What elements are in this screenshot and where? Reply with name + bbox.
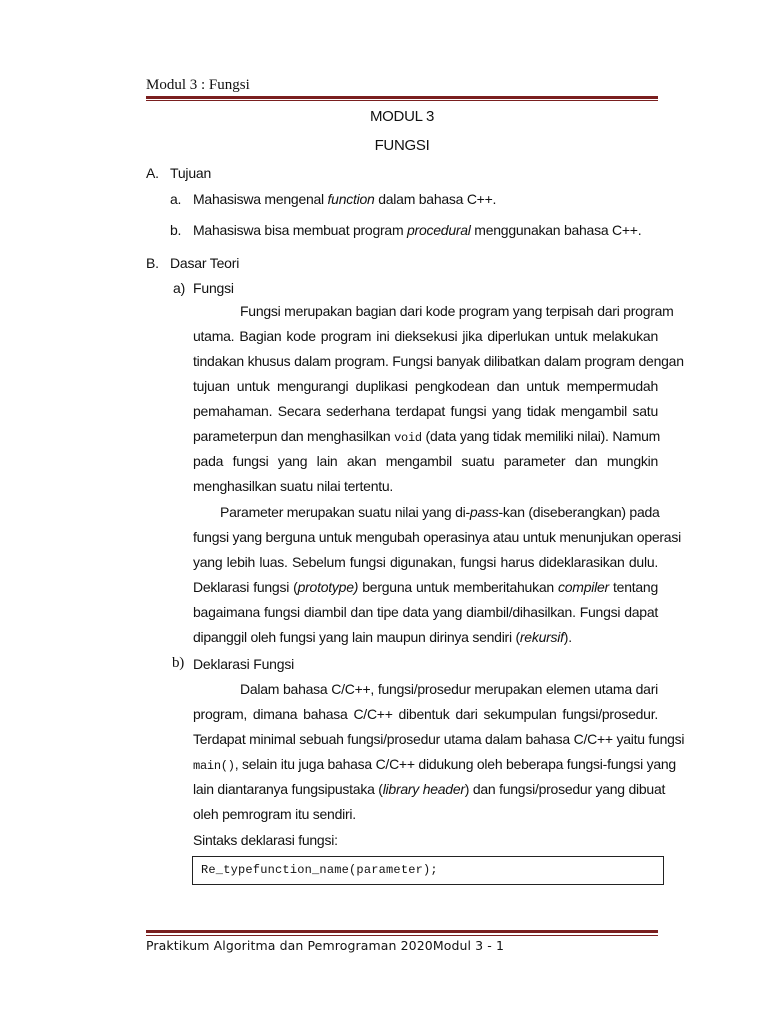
subsection-a-label: a) xyxy=(173,280,186,296)
deklarasi-paragraph: Dalam bahasa C/C++, fungsi/prosedur merupakan elemen utama dari program, dimana bahasa C/C++ dibentuk dari sekumpulan fungsi/prosedur. Terdapat minimal sebuah fungsi/prosedur utama dalam bahasa C/C++ yaitu fungsi main(), selain itu juga bahasa C/C++ didukung oleh beberapa fungsi-fungsi yang lain diantaranya fungsipustaka (library header) dan fungsi/prosedur yang dibuat oleh pemrogram itu sendiri. xyxy=(193,681,685,822)
page-number: Modul 3 - 1 xyxy=(432,938,505,953)
objective-b-text: Mahasiswa bisa membuat program procedural menggunakan bahasa C++. xyxy=(193,222,642,238)
subsection-b-label: b) xyxy=(172,655,185,671)
paragraph-line-void: parameterpun dan menghasilkan void (data yang tidak memiliki nilai). Namum xyxy=(193,428,661,445)
subsection-a-title: Fungsi xyxy=(193,280,234,296)
inline-code-void: void xyxy=(394,431,422,445)
running-header: Modul 3 : Fungsi xyxy=(146,77,250,93)
footer-rule-thick xyxy=(146,930,658,933)
header-rule-thin xyxy=(146,100,658,101)
running-footer xyxy=(146,938,504,953)
section-b-label: B. xyxy=(146,255,159,271)
section-a-label: A. xyxy=(146,165,159,181)
fungsi-paragraph-2: Parameter merupakan suatu nilai yang di-pass-kan (diseberangkan) pada fungsi yang berguna untuk mengubah operasinya atau untuk menunjukan operasi yang lebih luas. Sebelum fungsi digunakan, fungsi harus dideklarasikan dulu. Deklarasi fungsi (prototype) berguna untuk memberitahukan compiler tentang bagaimana fungsi diambil dan tipe data yang diambil/dihasilkan. Fungsi dapat dipanggil oleh fungsi yang lain maupun dirinya sendiri (rekursif). xyxy=(193,504,681,645)
header-rule-thick xyxy=(146,96,658,99)
chapter-title: FUNGSI xyxy=(374,137,430,154)
syntax-label: Sintaks deklarasi fungsi: xyxy=(193,832,338,848)
footer-rule-thin xyxy=(146,935,658,936)
section-b-title: Dasar Teori xyxy=(170,255,240,271)
objective-a-text: Mahasiswa mengenal function dalam bahasa C++. xyxy=(193,191,497,207)
subsection-b-title: Deklarasi Fungsi xyxy=(193,656,295,672)
module-title: MODUL 3 xyxy=(369,108,435,125)
section-a-title: Tujuan xyxy=(170,165,212,181)
fungsi-paragraph-1: Fungsi merupakan bagian dari kode program yang terpisah dari program utama. Bagian kode program ini dieksekusi jika diperlukan untuk melakukan tindakan khusus dalam program. Fungsi banyak dilibatkan dalam program dengan tujuan untuk mengurangi duplikasi pengkodean dan untuk mempermudah pemahaman. Secara sederhana terdapat fungsi yang tidak mengambil satu parameterpun dan menghasilkan void (data yang tidak memiliki nilai). Namum pada fungsi yang lain akan mengambil suatu parameter dan mungkin menghasilkan suatu nilai tertentu. xyxy=(193,303,684,494)
objective-a-marker: a. xyxy=(170,191,182,207)
footer-course: Praktikum Algoritma dan Pemrograman 2020 xyxy=(146,938,433,953)
syntax-code: Re_typefunction_name(parameter); xyxy=(201,863,438,877)
inline-code-main: main() xyxy=(193,759,235,773)
objective-b-marker: b. xyxy=(170,222,182,238)
syntax-code-box xyxy=(192,856,664,885)
